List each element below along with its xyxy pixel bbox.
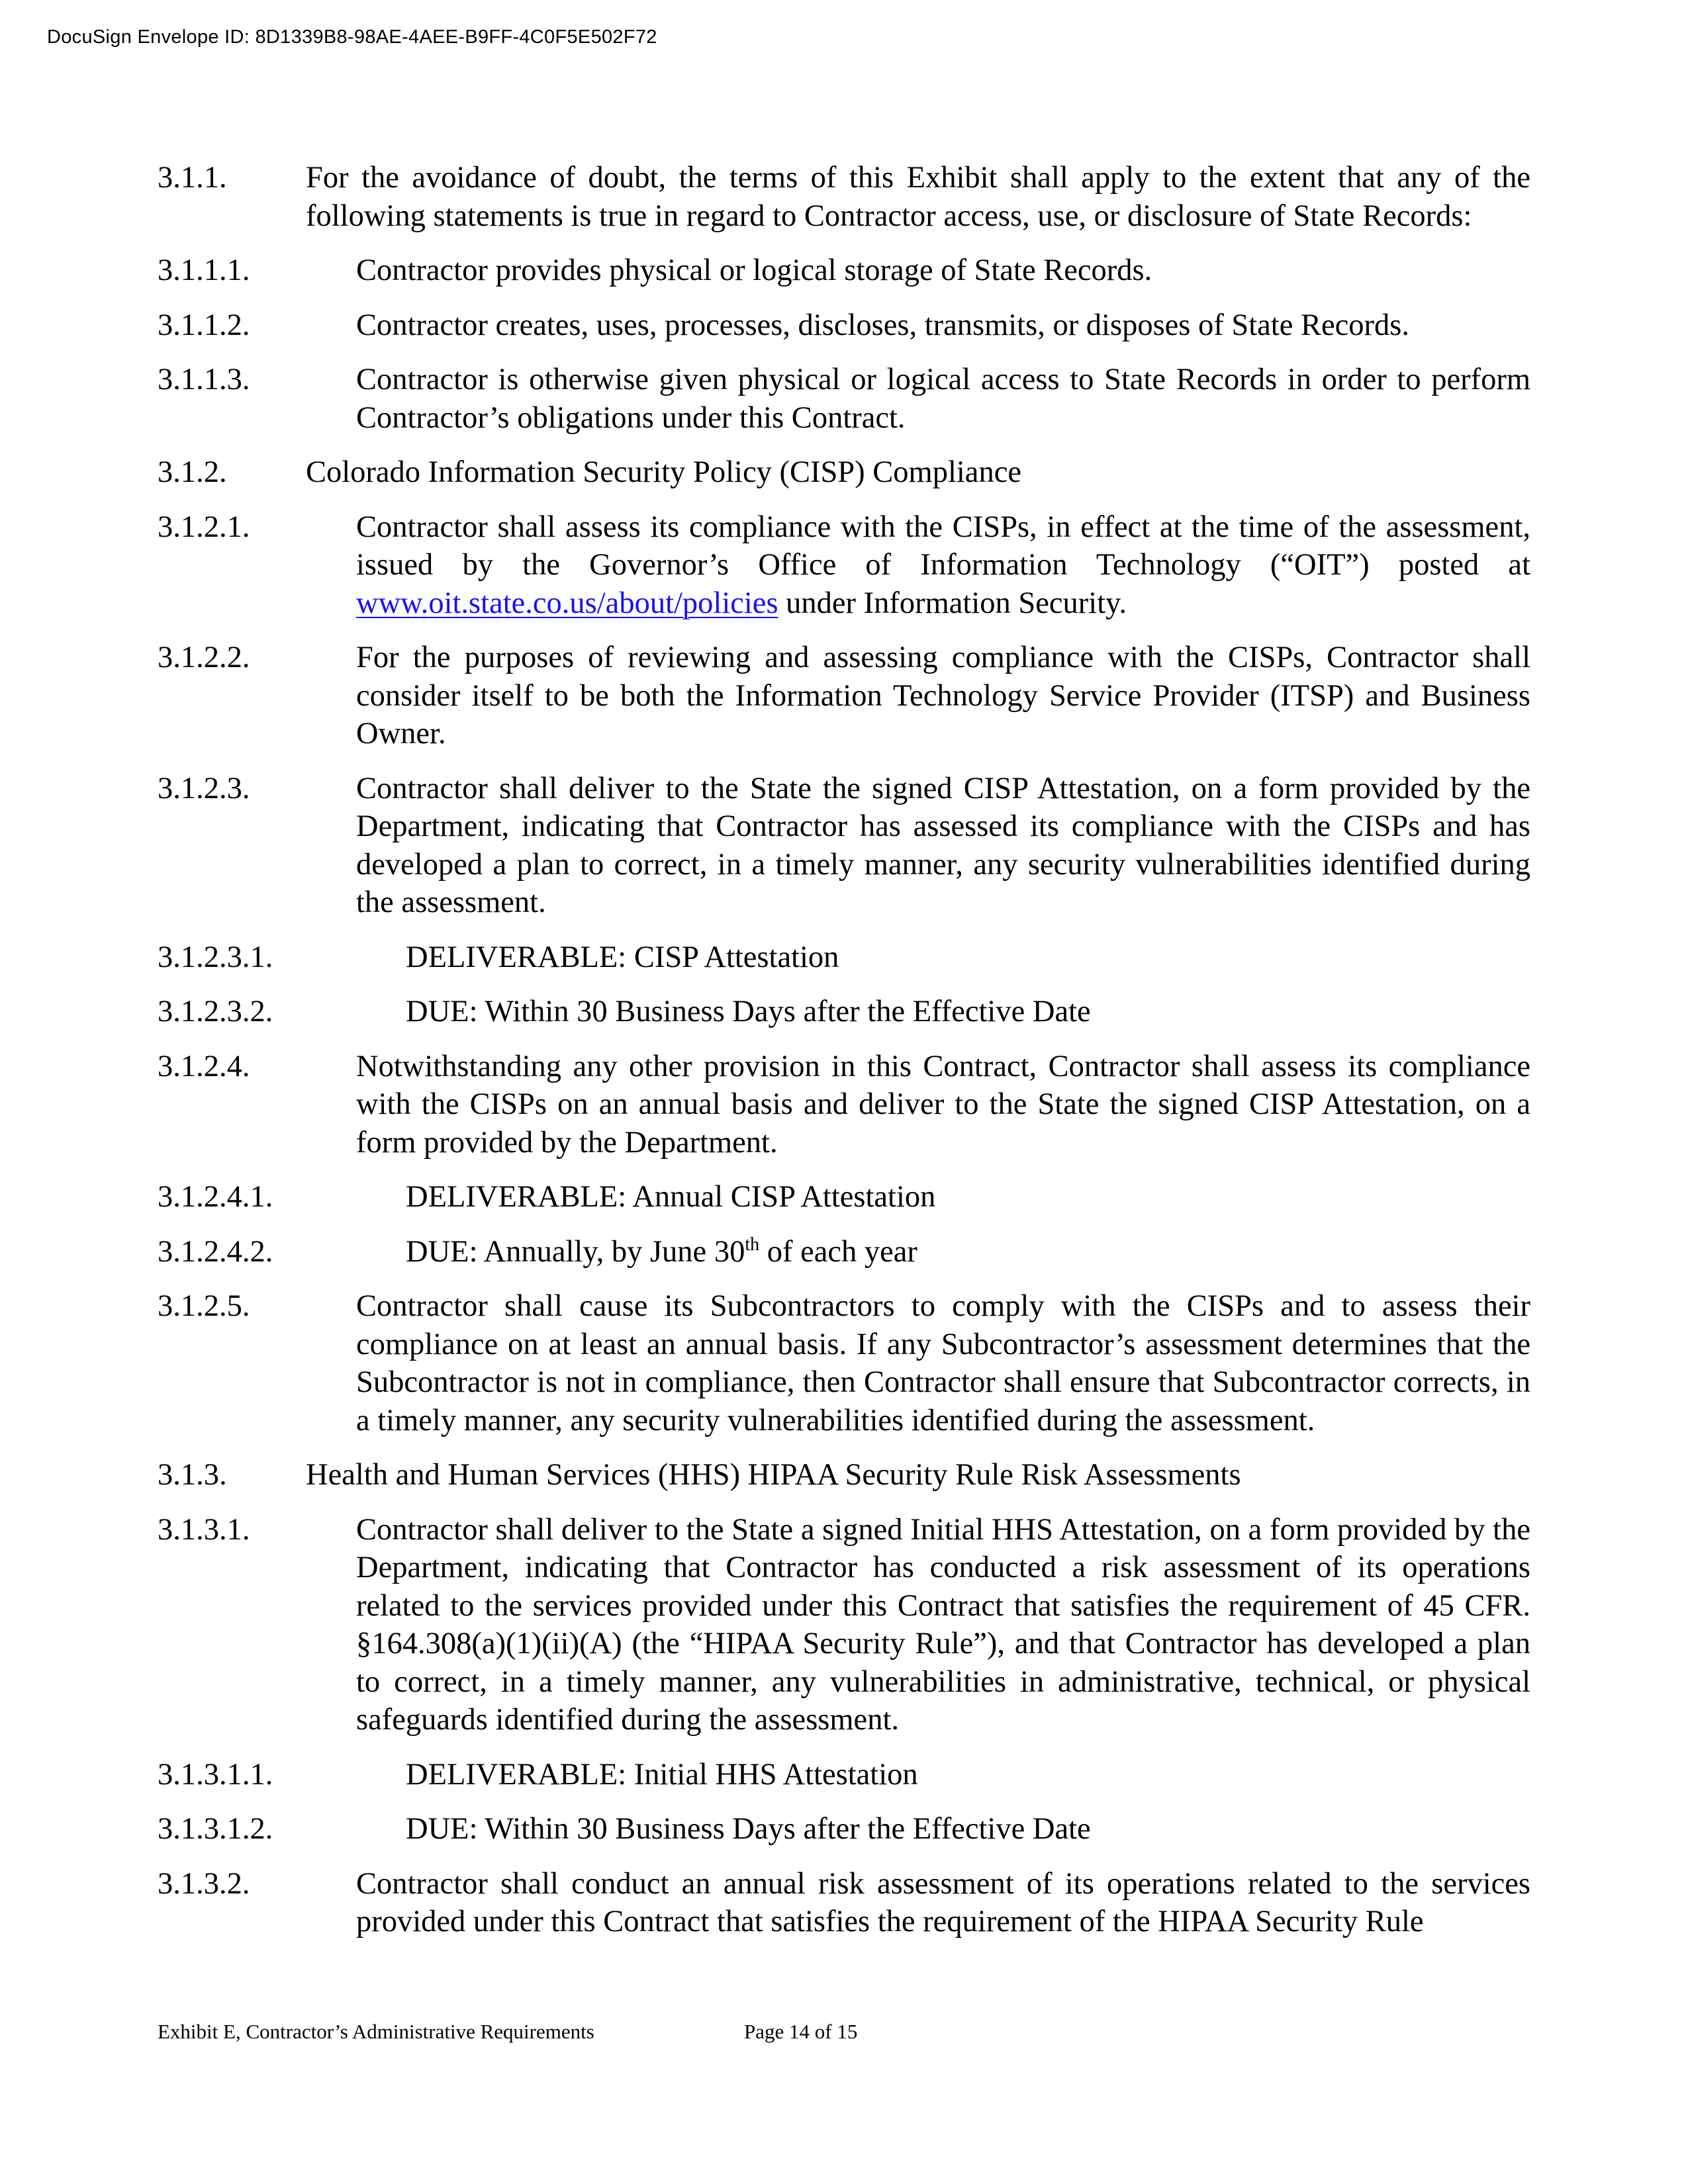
footer-exhibit-title: Exhibit E, Contractor’s Administrative Requirements (158, 2020, 594, 2043)
section-text-before-link: Contractor shall assess its compliance with the CISPs, in effect at the time of the assessment, issued by the Governor’s Office of Information Technology (“OIT”) posted at (356, 510, 1530, 582)
deliverable-text: DELIVERABLE: Initial HHS Attestation (406, 1757, 918, 1792)
section-text: Contractor provides physical or logical storage of State Records. (356, 253, 1152, 287)
section-text: Contractor shall deliver to the State a signed Initial HHS Attestation, on a form provided by the Department, indicating that Contractor has conducted a risk assessment of its operations related to the services provided under this Contract that satisfies the requirement of 45 CFR. §164.308(a)(1)(ii)(A) (the “HIPAA Security Rule”), and that Contractor has developed a plan to correct, in a timely manner, any vulnerabilities in administrative, technical, or physical safeguards identified during the assessment. (356, 1512, 1530, 1737)
section-number: 3.1.1.1. (158, 253, 250, 287)
section-3-1-1-1 (158, 251, 1530, 290)
section-3-1-3 (158, 1456, 1530, 1494)
due-text: DUE: Within 30 Business Days after the Effective Date (406, 1812, 1091, 1846)
section-number: 3.1.3.1.1. (158, 1757, 273, 1792)
section-text: For the purposes of reviewing and assessing compliance with the CISPs, Contractor shall consider itself to be both the Information Technology Service Provider (ITSP) and Business Owner. (356, 641, 1530, 751)
section-number: 3.1.3.2. (158, 1866, 250, 1901)
section-number: 3.1.2. (158, 455, 227, 489)
section-heading: Colorado Information Security Policy (CISP) Compliance (306, 455, 1021, 489)
section-3-1-2-3 (158, 770, 1530, 922)
section-number: 3.1.2.3.1. (158, 940, 273, 974)
section-number: 3.1.2.1. (158, 510, 250, 544)
section-number: 3.1.2.4.1. (158, 1180, 273, 1214)
ordinal-suffix: th (745, 1234, 760, 1255)
document-body (158, 159, 1530, 1958)
section-text: Contractor is otherwise given physical or logical access to State Records in order to perform Contractor’s obligations under this Contract. (356, 363, 1530, 435)
section-3-1-3-1-2 (158, 1810, 1530, 1848)
deliverable-text: DELIVERABLE: Annual CISP Attestation (406, 1180, 936, 1214)
section-text: Contractor shall deliver to the State the signed CISP Attestation, on a form provided by the Department, indicating that Contractor has assessed its compliance with the CISPs and has developed a plan to correct, in a timely manner, any security vulnerabilities identified during the assessment. (356, 771, 1530, 919)
section-text: Contractor creates, uses, processes, discloses, transmits, or disposes of State Records. (356, 308, 1409, 342)
section-number: 3.1.3. (158, 1458, 227, 1492)
section-number: 3.1.2.3. (158, 771, 250, 805)
section-number: 3.1.2.5. (158, 1289, 250, 1323)
section-3-1-2-4-2 (158, 1233, 1530, 1271)
due-text-after: of each year (759, 1234, 917, 1269)
section-3-1-2-1 (158, 508, 1530, 623)
section-text: Contractor shall cause its Subcontractors to comply with the CISPs and to assess their compliance on at least an annual basis. If any Subcontractor’s assessment determines that the Subcontractor is not in compliance, then Contractor shall ensure that Subcontractor corrects, in a timely manner, any security vulnerabilities identified during the assessment. (356, 1289, 1530, 1437)
section-number: 3.1.3.1. (158, 1512, 250, 1547)
section-3-1-2-4 (158, 1048, 1530, 1162)
section-number: 3.1.1.3. (158, 363, 250, 396)
oit-policies-link[interactable]: www.oit.state.co.us/about/policies (356, 586, 778, 620)
section-3-1-2-2 (158, 639, 1530, 753)
section-3-1-3-1 (158, 1511, 1530, 1739)
section-number: 3.1.1.2. (158, 308, 250, 342)
section-3-1-3-1-1 (158, 1756, 1530, 1794)
section-text: Contractor shall conduct an annual risk assessment of its operations related to the services provided under this Contract that satisfies the requirement of the HIPAA Security Rule (356, 1866, 1530, 1938)
due-text (406, 1233, 1530, 1271)
section-3-1-2-5 (158, 1287, 1530, 1439)
section-number: 3.1.2.3.2. (158, 995, 273, 1028)
section-text (356, 508, 1530, 623)
section-3-1-1-2 (158, 306, 1530, 345)
section-3-1-1-3 (158, 361, 1530, 437)
section-3-1-2-3-1 (158, 938, 1530, 977)
due-text-before: DUE: Annually, by June 30 (406, 1234, 745, 1269)
section-3-1-2-4-1 (158, 1178, 1530, 1216)
section-3-1-2-3-2 (158, 993, 1530, 1031)
footer-page-number: Page 14 of 15 (744, 2020, 858, 2043)
section-text: For the avoidance of doubt, the terms of this Exhibit shall apply to the extent that any of the following statements is true in regard to Contractor access, use, or disclosure of State Records: (306, 161, 1530, 233)
section-heading: Health and Human Services (HHS) HIPAA Security Rule Risk Assessments (306, 1458, 1241, 1492)
section-number: 3.1.2.2. (158, 641, 250, 674)
section-3-1-3-2 (158, 1865, 1530, 1941)
due-text: DUE: Within 30 Business Days after the Effective Date (406, 995, 1091, 1028)
section-number: 3.1.3.1.2. (158, 1812, 273, 1846)
section-text-after-link: under Information Security. (778, 586, 1127, 620)
deliverable-text: DELIVERABLE: CISP Attestation (406, 940, 839, 974)
section-number: 3.1.2.4. (158, 1049, 250, 1083)
section-3-1-1 (158, 159, 1530, 235)
section-text: Notwithstanding any other provision in this Contract, Contractor shall assess its compliance with the CISPs on an annual basis and deliver to the State the signed CISP Attestation, on a form provided by the Department. (356, 1049, 1530, 1160)
docusign-envelope-id: DocuSign Envelope ID: 8D1339B8-98AE-4AEE-B9FF-4C0F5E502F72 (47, 26, 657, 48)
section-3-1-2 (158, 453, 1530, 492)
section-number: 3.1.2.4.2. (158, 1234, 273, 1269)
section-number: 3.1.1. (158, 161, 227, 195)
